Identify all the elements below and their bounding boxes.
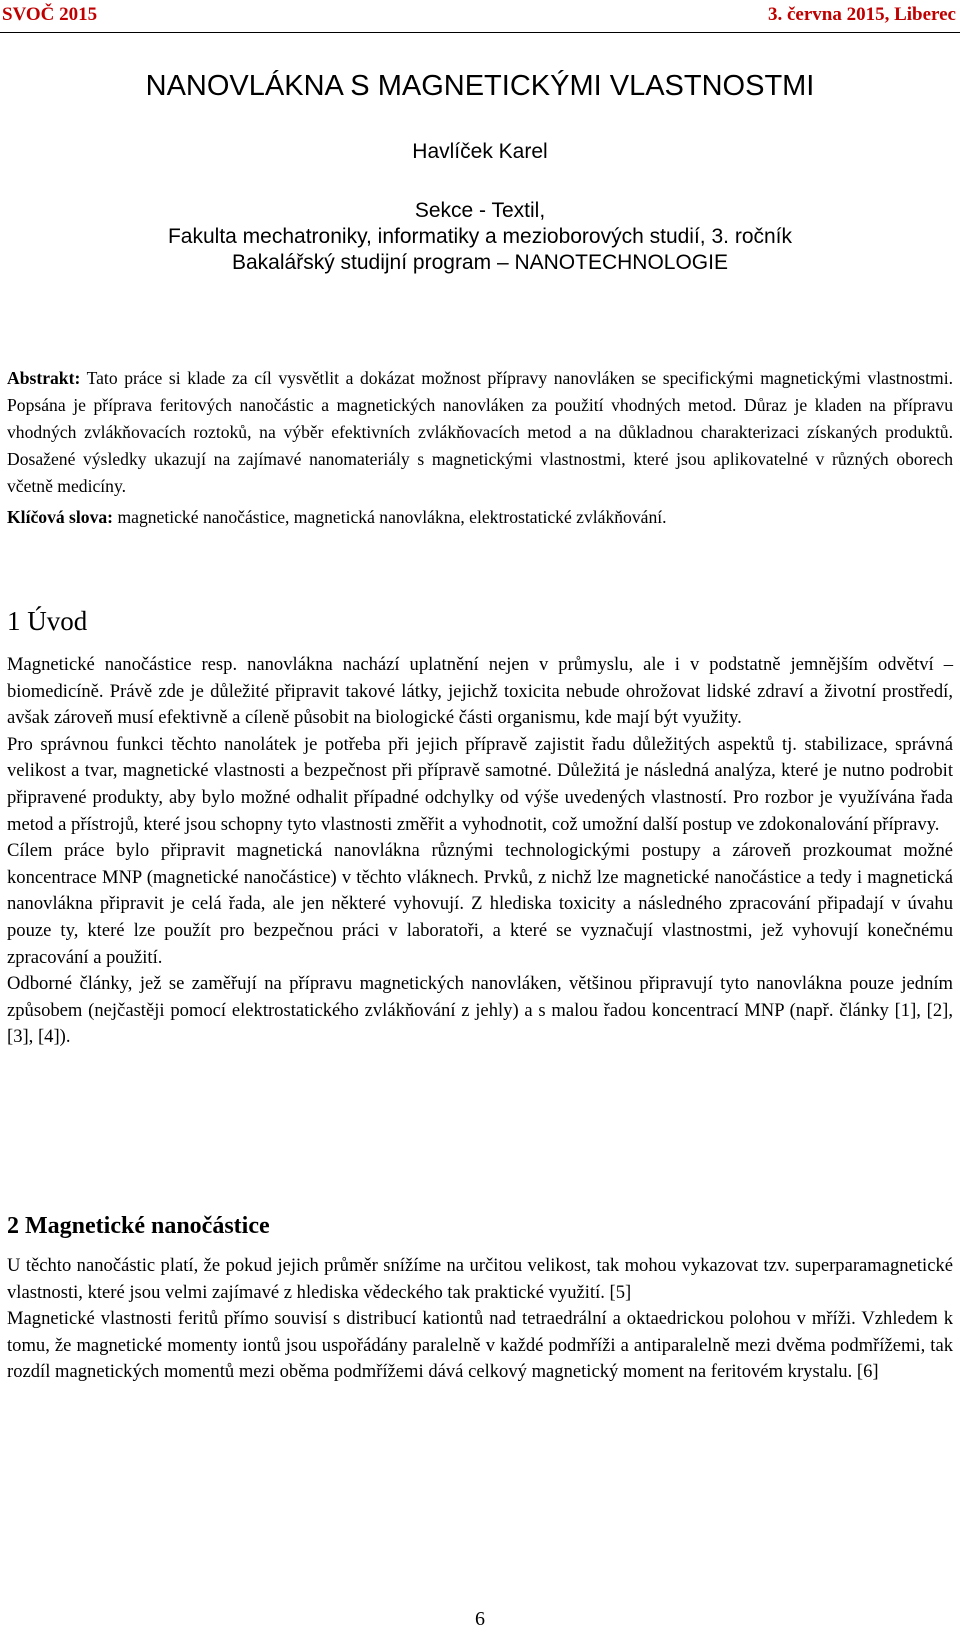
abstract-label: Abstrakt: [7, 368, 81, 388]
paragraph: Odborné články, jež se zaměřují na přípravu magnetických nanovláken, většinou připravují tyto nanovlákna pouze jedním způsobem (nejčastěji pomocí elektrostatického zvlákňování z jehly) a s malou řadou koncentrací MNP (např. články [1], [2], [3], [4]). [7, 973, 953, 1048]
section-intro-body [7, 652, 953, 1051]
paragraph: Magnetické vlastnosti feritů přímo souvisí s distribucí kationtů nad tetraedrální a oktaedrickou polohou v mříži. Vzhledem k tomu, že magnetické momenty iontů jsou uspořádány paralelně v každé podmříži a antiparalelně mezi dvěma podmřížemi, tak rozdíl magnetických momentů mezi oběma podmřížemi dává celkový magnetický moment na feritovém krystalu. [6] [7, 1308, 953, 1383]
paragraph: U těchto nanočástic platí, že pokud jejich průměr snížíme na určitou velikost, tak mohou vykazovat tzv. superparamagnetické vlastnosti, které jsou velmi zajímavé z hlediska vědeckého tak praktické využití. [5] [7, 1255, 953, 1303]
keywords-text: magnetické nanočástice, magnetická nanovlákna, elektrostatické zvlákňování. [117, 507, 667, 527]
conference-date-place: 3. června 2015, Liberec [767, 4, 956, 25]
paragraph: Pro správnou funkci těchto nanolátek je potřeba při jejich přípravě zajistit řadu důležitých aspektů tj. stabilizace, správná velikost a tvar, magnetické vlastnosti a bezpečnost při přípravě samotné. Důležitá je následná analýza, které je nutno podrobit připravené produkty, aby bylo možné odhalit případné odchylky od výše uvedených vlastností. Pro rozbor je využívána řada metod a přístrojů, které jsou schopny tyto vlastnosti změřit a vyhodnotit, což umožní další postup ve zdokonalování přípravy. [7, 733, 953, 835]
abstract-text: Tato práce si klade za cíl vysvětlit a dokázat možnost přípravy nanovláken se specifickými magnetickými vlastnostmi. Popsána je příprava feritových nanočástic a magnetických nanovláken za použití vhodných metod. Důraz je kladen na přípravu vhodných zvlákňovacích roztoků, na výběr efektivních zvlákňovacích metod a na důkladnou charakterizaci získaných produktů. Dosažené výsledky ukazují na zajímavé nanomateriály s magnetickými vlastnostmi, které jsou aplikovatelné v různých oborech včetně medicíny. [7, 368, 953, 496]
header-divider [0, 32, 960, 33]
affiliation-program: Bakalářský studijní program – NANOTECHNOLOGIE [232, 251, 728, 274]
paragraph: Cílem práce bylo připravit magnetická nanovlákna různými technologickými postupy a zároveň prozkoumat možné koncentrace MNP (magnetické nanočástice) v těchto vláknech. Prvků, z nichž lze magnetické nanočástice a tedy i magnetická nanovlákna připravit je celá řada, ale jen některé vyhovují. Z hlediska toxicity a následného zpracování připadají v úvahu pouze ty, které lze použít pro bezpečnou práci v laboratoři, a které se vyznačují vlastnostmi, jež vyhovují konečnému zpracování a použití. [7, 840, 953, 968]
author-name: Havlíček Karel [412, 140, 548, 163]
affiliation-faculty: Fakulta mechatroniky, informatiky a mezioborových studií, 3. ročník [167, 225, 793, 248]
affiliation-section: Sekce - Textil, [414, 199, 546, 222]
paragraph: Magnetické nanočástice resp. nanovlákna nachází uplatnění nejen v průmyslu, ale i v podstatně jemnějším odvětví – biomedicíně. Právě zde je důležité připravit takové látky, jejichž toxicita nebude ohrožovat lidské zdraví a životní prostředí, avšak zároveň musí efektivně a cíleně působit na biologické části organismu, kde mají být využity. [7, 654, 953, 729]
section-heading-nanoparticles: 2 Magnetické nanočástice [7, 1213, 270, 1239]
abstract [7, 365, 953, 500]
conference-name: SVOČ 2015 [2, 4, 98, 25]
paper-title: NANOVLÁKNA S MAGNETICKÝMI VLASTNOSTMI [145, 70, 815, 102]
section-heading-intro: 1 Úvod [7, 606, 88, 636]
section-nanoparticles-body [7, 1253, 953, 1386]
keywords-label: Klíčová slova: [7, 507, 114, 527]
keywords [7, 504, 953, 531]
page-number: 6 [475, 1608, 485, 1630]
page-header [0, 0, 960, 28]
